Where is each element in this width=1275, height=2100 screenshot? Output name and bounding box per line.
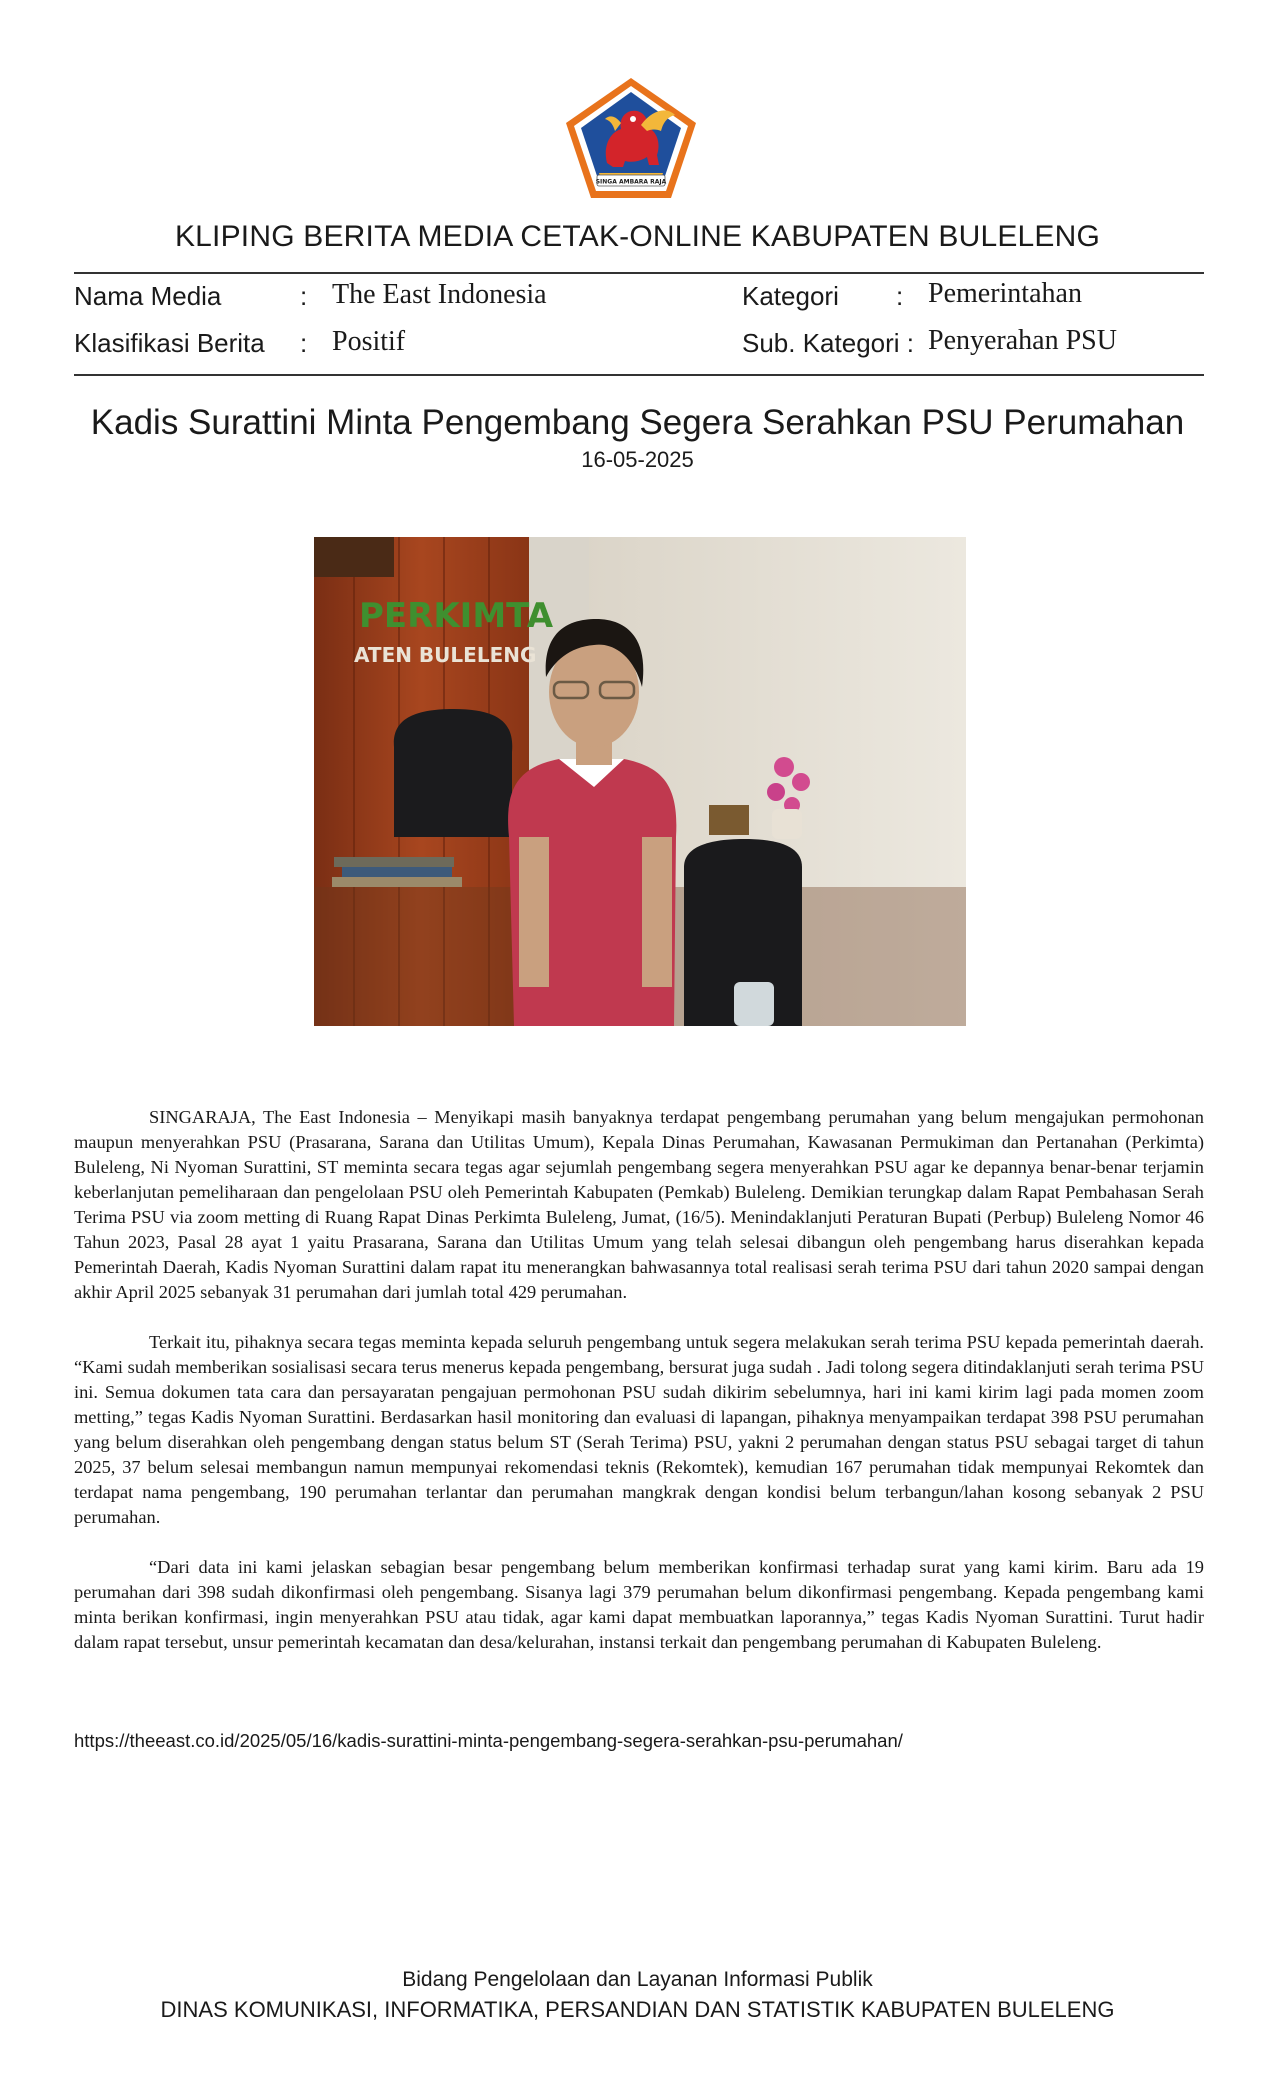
- photo-sign-main: PERKIMTA: [359, 596, 554, 636]
- logo-motto: SINGA AMBARA RAJA: [595, 178, 667, 186]
- article-body: [74, 1105, 1204, 1680]
- article-paragraph-3: “Dari data ini kami jelaskan sebagian besar pengembang belum memberikan konfirmasi terhadap surat yang kami kirim. Baru ada 19 perumahan dari 398 sudah dikonfirmasi oleh pengembang. Sisanya lagi 379 perumahan belum dikonfirmasi pengembang. Kepada pengembang kami minta berikan konfirmasi, ingin menyerahkan PSU atau tidak, agar kami dapat membuatkan laporannya,” tegas Kadis Nyoman Surattini. Turut hadir dalam rapat tersebut, unsur pemerintah kecamatan dan desa/kelurahan, instansi terkait dan pengembang perumahan di Kabupaten Buleleng.: [74, 1557, 1204, 1652]
- buleleng-coat-of-arms-icon: [563, 75, 699, 201]
- category-label: Kategori: [742, 281, 839, 311]
- category-value: Pemerintahan: [928, 278, 1082, 309]
- photo-sign-sub: ATEN BULELENG: [354, 643, 537, 667]
- classification-value: Positif: [332, 326, 406, 357]
- article-paragraph-1: SINGARAJA, The East Indonesia – Menyikapi masih banyaknya terdapat pengembang perumahan yang belum mengajukan permohonan maupun menyerahkan PSU (Prasarana, Sarana dan Utilitas Umum), Kepala Dinas Perumahan, Kawasanan Permukiman dan Pertanahan (Perkimta) Buleleng, Ni Nyoman Surattini, ST meminta secara tegas agar sejumlah pengembang segera menyerahkan PSU agar ke depannya benar-benar terjamin keberlanjutan pemeliharaan dan pengelolaan PSU oleh Pemerintah Kabupaten (Pemkab) Buleleng. Demikian terungkap dalam Rapat Pembahasan Serah Terima PSU via zoom metting di Ruang Rapat Dinas Perkimta Buleleng, Jumat, (16/5). Menindaklanjuti Peraturan Bupati (Perbup) Buleleng Nomor 46 Tahun 2023, Pasal 28 ayat 1 yaitu Prasarana, Sarana dan Utilitas Umum yang telah selesai dibangun oleh pengembang harus diserahkan kepada Pemerintah Daerah, Kadis Nyoman Surattini dalam rapat itu menerangkan bahwasannya total realisasi serah terima PSU dari tahun 2020 sampai dengan akhir April 2025 sebanyak 31 perumahan dari jumlah total 429 perumahan.: [74, 1107, 1204, 1302]
- footer-unit: Bidang Pengelolaan dan Layanan Informasi Publik: [402, 1968, 873, 1991]
- article-title: Kadis Surattini Minta Pengembang Segera Serahkan PSU Perumahan: [90, 403, 1185, 442]
- classification-label: Klasifikasi Berita: [74, 328, 265, 358]
- header-bottom-rule: [74, 374, 1204, 376]
- category-colon: :: [896, 281, 904, 311]
- article-paragraph-2: Terkait itu, pihaknya secara tegas meminta kepada seluruh pengembang untuk segera melakukan serah terima PSU kepada pemerintah daerah. “Kami sudah memberikan sosialisasi secara terus menerus kepada pengembang, bersurat juga sudah . Jadi tolong segera ditindaklanjuti serah terima PSU ini. Semua dokumen tata cara dan persayaratan pengajuan permohonan PSU sudah dikirim sebelumnya, hari ini kami kirim lagi pada momen zoom metting,” tegas Kadis Nyoman Surattini. Berdasarkan hasil monitoring dan evaluasi di lapangan, pihaknya menyampaikan terdapat 398 PSU perumahan yang belum diserahkan oleh pengembang dengan status belum ST (Serah Terima) PSU, yakni 2 perumahan dengan status PSU sebagai target di tahun 2025, 37 belum selesai membangun namun mempunyai rekomendasi teknis (Rekomtek), kemudian 167 perumahan tidak mempunyai Rekomtek dan terdapat nama pengembang, 190 perumahan terlantar dan perumahan mangkrak dengan kondisi belum terbangun/lahan kosong sebanyak 2 PSU perumahan.: [74, 1332, 1204, 1527]
- source-url-link[interactable]: https://theeast.co.id/2025/05/16/kadis-surattini-minta-pengembang-segera-serahkan-psu-perumahan/: [74, 1730, 903, 1751]
- media-label: Nama Media: [74, 281, 222, 311]
- document-header-title: KLIPING BERITA MEDIA CETAK-ONLINE KABUPATEN BULELENG: [174, 220, 1101, 253]
- article-photo: [314, 537, 966, 1026]
- media-colon: :: [300, 281, 308, 311]
- classification-colon: :: [300, 328, 308, 358]
- subcategory-value: Penyerahan PSU: [928, 325, 1117, 356]
- media-value: The East Indonesia: [332, 279, 547, 310]
- subcategory-label: Sub. Kategori :: [742, 328, 914, 358]
- article-date: 16-05-2025: [581, 447, 694, 472]
- footer-office: DINAS KOMUNIKASI, INFORMATIKA, PERSANDIAN DAN STATISTIK KABUPATEN BULELENG: [160, 1997, 1115, 2022]
- header-top-rule: [74, 272, 1204, 274]
